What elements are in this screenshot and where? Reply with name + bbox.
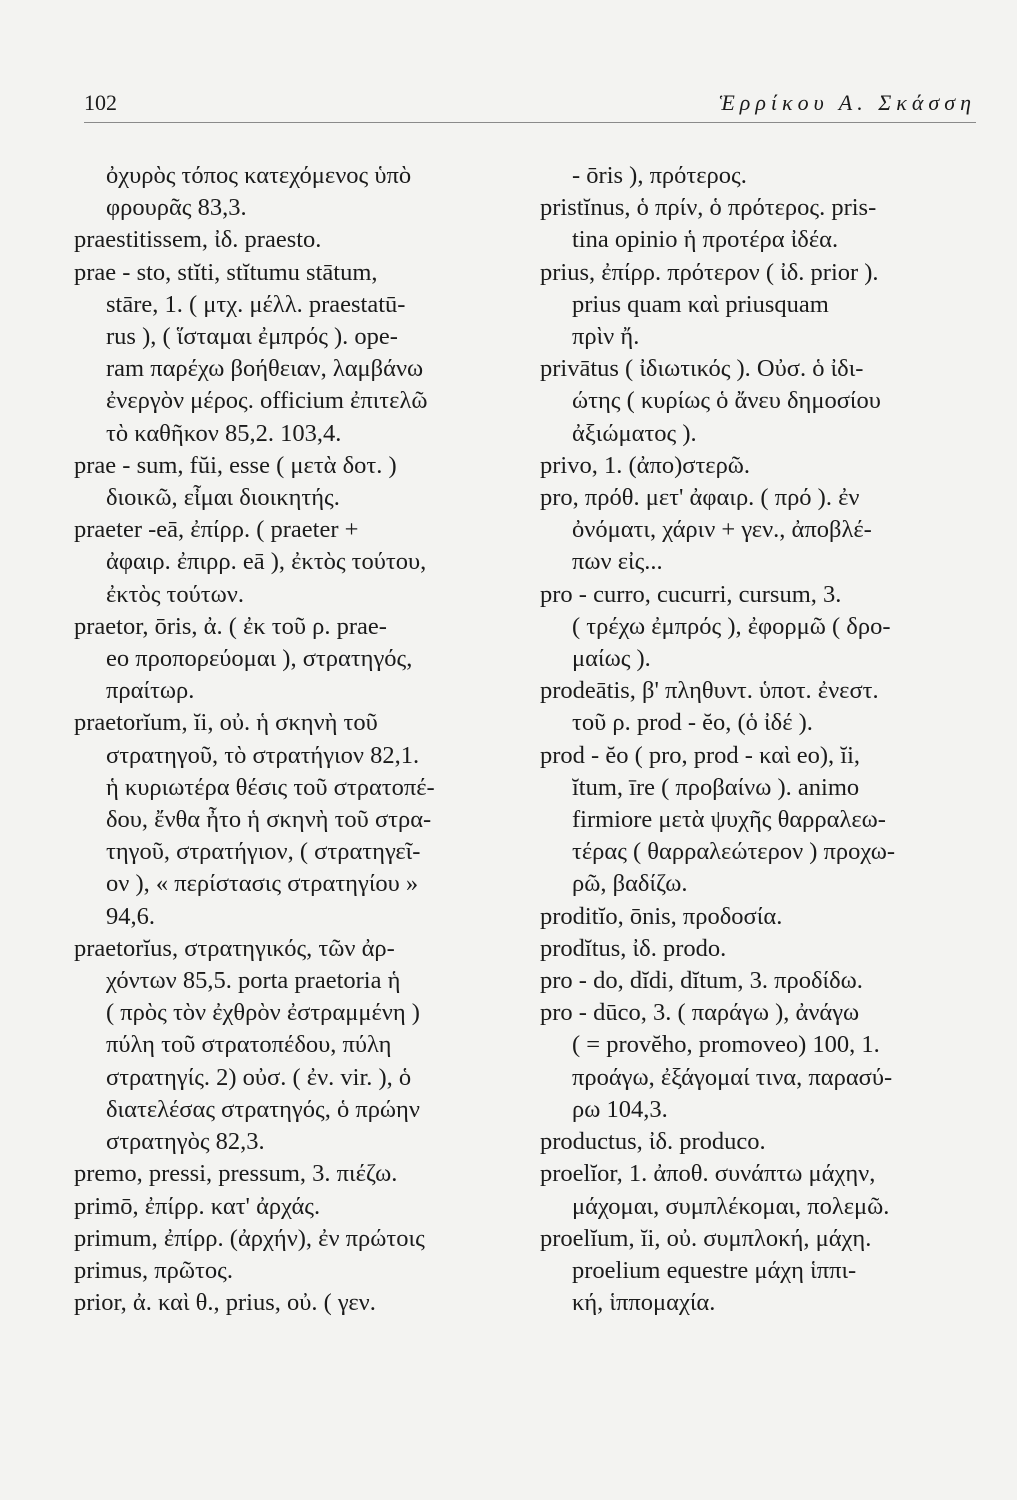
dictionary-line: μάχομαι, συμπλέκομαι, πολεμῶ.: [572, 1192, 890, 1220]
dictionary-line: ώτης ( κυρίως ὁ ἄνευ δημοσίου: [572, 387, 881, 415]
dictionary-line: prodĭtus, ἰδ. prodo.: [540, 934, 727, 962]
dictionary-line: ἐνεργὸν μέρος. officium ἐπιτελῶ: [106, 387, 428, 415]
right-column: [540, 160, 980, 1319]
dictionary-line: primum, ἐπίρρ. (ἀρχήν), ἐν πρώτοις: [74, 1224, 425, 1252]
dictionary-line: ( τρέχω ἐμπρός ), ἐφορμῶ ( δρο-: [572, 612, 891, 640]
dictionary-line: stāre, 1. ( μτχ. μέλλ. praestatū-: [106, 290, 406, 318]
dictionary-line: τοῦ ρ. prod - ĕo, (ὁ ἰδέ ).: [572, 709, 813, 737]
dictionary-line: prius, ἐπίρρ. πρότερον ( ἰδ. prior ).: [540, 258, 879, 286]
dictionary-line: pro - dūco, 3. ( παράγω ), ἀνάγω: [540, 999, 860, 1027]
running-title: Ἑρρίκου Α. Σκάσση: [719, 90, 976, 115]
dictionary-line: pristĭnus, ὁ πρίν, ὁ πρότερος. pris-: [540, 194, 877, 222]
dictionary-line: praetorĭus, στρατηγικός, τῶν ἀρ-: [74, 934, 395, 962]
page-number: 102: [84, 90, 117, 115]
dictionary-line: φρουρᾶς 83,3.: [106, 194, 247, 222]
dictionary-line: privo, 1. (ἀπο)στερῶ.: [540, 451, 751, 479]
page-header: [84, 88, 976, 123]
dictionary-line: ἡ κυριωτέρα θέσις τοῦ στρατοπέ-: [106, 773, 435, 801]
dictionary-line: prod - ĕo ( pro, prod - καὶ eo), ĭi,: [540, 741, 861, 769]
dictionary-line: praeter -eā, ἐπίρρ. ( praeter +: [74, 516, 359, 544]
dictionary-line: χόντων 85,5. porta praetoria ἡ: [106, 967, 401, 995]
dictionary-line: πρὶν ἤ.: [572, 323, 640, 351]
dictionary-line: ὀχυρὸς τόπος κατεχόμενος ὑπὸ: [106, 162, 412, 189]
dictionary-line: πραίτωρ.: [106, 677, 195, 705]
dictionary-line: premo, pressi, pressum, 3. πιέζω.: [74, 1160, 398, 1188]
dictionary-line: τὸ καθῆκον 85,2. 103,4.: [106, 419, 342, 447]
dictionary-line: pro - do, dĭdi, dĭtum, 3. προδίδω.: [540, 967, 863, 995]
dictionary-line: primō, ἐπίρρ. κατ' ἀρχάς.: [74, 1192, 321, 1220]
dictionary-line: ἐκτὸς τούτων.: [106, 580, 244, 608]
dictionary-line: τέρας ( θαρραλεώτερον ) προχω-: [572, 838, 896, 866]
dictionary-line: prae - sum, fŭi, esse ( μετὰ δοτ. ): [74, 451, 397, 479]
dictionary-line: proelĭum, ĭi, οὐ. συμπλοκή, μάχη.: [540, 1224, 872, 1252]
dictionary-line: productus, ἰδ. produco.: [540, 1128, 766, 1156]
dictionary-line: στρατηγὸς 82,3.: [106, 1128, 265, 1156]
dictionary-line: eo προπορεύομαι ), στρατηγός,: [106, 645, 413, 673]
dictionary-line: διατελέσας στρατηγός, ὁ πρώην: [106, 1095, 420, 1123]
dictionary-line: prodeātis, β' πληθυντ. ὑποτ. ἐνεστ.: [540, 677, 879, 705]
dictionary-line: firmiore μετὰ ψυχῆς θαρραλεω-: [572, 806, 886, 834]
dictionary-line: pro - curro, cucurri, cursum, 3.: [540, 580, 842, 608]
dictionary-line: ρω 104,3.: [572, 1095, 668, 1123]
dictionary-line: primus, πρῶτος.: [74, 1256, 233, 1284]
dictionary-line: prae - sto, stĭti, stĭtumu stātum,: [74, 258, 378, 286]
dictionary-line: ον ), « περίστασις στρατηγίου »: [106, 870, 419, 898]
dictionary-line: prius quam καὶ priusquam: [572, 290, 829, 318]
dictionary-line: κή, ἱππομαχία.: [572, 1289, 716, 1317]
dictionary-line: στρατηγοῦ, τὸ στρατήγιον 82,1.: [106, 741, 420, 769]
dictionary-line: δου, ἔνθα ἦτο ἡ σκηνὴ τοῦ στρα-: [106, 806, 432, 834]
dictionary-line: ( = provĕho, promoveo) 100, 1.: [572, 1031, 880, 1059]
dictionary-line: ἀφαιρ. ἐπιρρ. eā ), ἐκτὸς τούτου,: [106, 548, 427, 576]
dictionary-line: ἀξιώματος ).: [572, 419, 697, 447]
dictionary-line: ρῶ, βαδίζω.: [572, 870, 688, 898]
dictionary-line: ĭtum, īre ( προβαίνω ). animo: [572, 773, 860, 801]
dictionary-line: praestitissem, ἰδ. praesto.: [74, 226, 322, 254]
dictionary-line: prior, ἀ. καὶ θ., prius, οὐ. ( γεν.: [74, 1289, 376, 1317]
dictionary-line: πων εἰς...: [572, 548, 663, 576]
dictionary-line: tina opinio ἡ προτέρα ἰδέα.: [572, 226, 839, 254]
dictionary-line: praetorĭum, ĭi, οὐ. ἡ σκηνὴ τοῦ: [74, 709, 378, 737]
dictionary-line: pro, πρόθ. μετ' ἀφαιρ. ( πρό ). ἐν: [540, 484, 860, 512]
dictionary-line: προάγω, ἐξάγομαί τινα, παρασύ-: [572, 1063, 893, 1091]
dictionary-line: - ōris ), πρότερος.: [572, 162, 747, 189]
left-column: [74, 160, 522, 1319]
dictionary-line: τηγοῦ, στρατήγιον, ( στρατηγεῖ-: [106, 838, 421, 866]
dictionary-line: rus ), ( ἵσταμαι ἐμπρός ). ope-: [106, 323, 398, 351]
dictionary-line: στρατηγίς. 2) οὐσ. ( ἐν. vir. ), ὁ: [106, 1063, 412, 1091]
dictionary-line: ram παρέχω βοήθειαν, λαμβάνω: [106, 355, 424, 383]
dictionary-line: proelĭor, 1. ἀποθ. συνάπτω μάχην,: [540, 1160, 876, 1188]
dictionary-line: proditĭo, ōnis, προδοσία.: [540, 902, 783, 930]
dictionary-line: proelium equestre μάχη ἱππι-: [572, 1256, 857, 1284]
dictionary-line: ὀνόματι, χάριν + γεν., ἀποβλέ-: [572, 516, 872, 544]
dictionary-line: διοικῶ, εἶμαι διοικητής.: [106, 484, 340, 512]
dictionary-line: 94,6.: [106, 902, 155, 930]
dictionary-line: praetor, ōris, ἀ. ( ἐκ τοῦ ρ. prae-: [74, 612, 387, 640]
dictionary-line: privātus ( ἰδιωτικός ). Οὐσ. ὁ ἰδι-: [540, 355, 864, 383]
dictionary-line: πύλη τοῦ στρατοπέδου, πύλη: [106, 1031, 392, 1059]
dictionary-line: μαίως ).: [572, 645, 651, 673]
dictionary-line: ( πρὸς τὸν ἐχθρὸν ἐστραμμένη ): [106, 999, 420, 1027]
